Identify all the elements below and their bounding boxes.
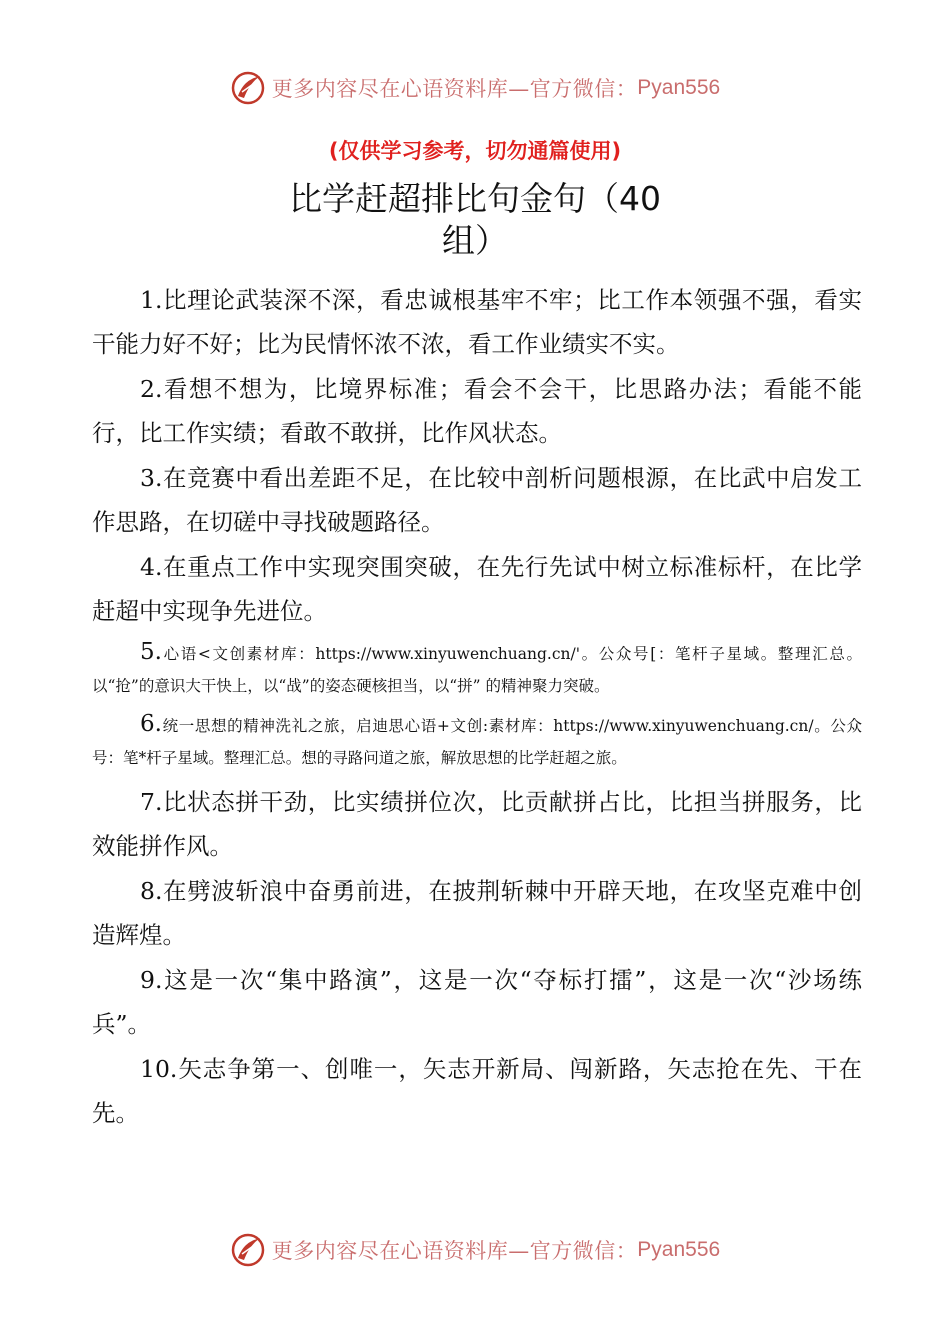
list-item xyxy=(92,1047,862,1135)
item-text: 矢志争第一、创唯一，矢志开新局、闯新路，矢志抢在先、干在先。 xyxy=(92,1055,862,1127)
item-text: 统一思想的精神洗礼之旅，启迪思心语+文创:素材库：https://www.xinyuwenchuang.cn/。公众号：笔*杆子星域。整理汇总。想的寻路问道之旅，解放思想的比学赶超之旅。 xyxy=(92,717,862,767)
item-number: 10. xyxy=(140,1055,178,1083)
item-text: 在劈波斩浪中奋勇前进，在披荆斩棘中开辟天地，在攻坚克难中创造辉煌。 xyxy=(92,877,862,949)
item-number: 6. xyxy=(140,711,162,737)
list-item xyxy=(92,636,862,702)
banner-wechat-id: Pyan556 xyxy=(637,76,721,99)
footer-banner xyxy=(0,1232,950,1268)
list-item xyxy=(92,708,862,774)
list-item xyxy=(92,278,862,366)
list-item xyxy=(92,869,862,957)
item-number: 5. xyxy=(140,639,162,665)
item-text: 看想不想为，比境界标准；看会不会干，比思路办法；看能不能行，比工作实绩；看敢不敢拼，比作风状态。 xyxy=(92,375,862,447)
list-item xyxy=(92,958,862,1046)
logo-icon xyxy=(230,70,266,106)
list-item xyxy=(92,367,862,455)
item-text: 在竞赛中看出差距不足，在比较中剖析问题根源，在比武中启发工作思路，在切磋中寻找破题路径。 xyxy=(92,464,862,536)
usage-notice: (仅供学习参考，切勿通篇使用) xyxy=(328,139,622,163)
item-number: 7. xyxy=(140,788,163,816)
item-text: 这是一次“集中路演”，这是一次“夺标打擂”，这是一次“沙场练兵”。 xyxy=(92,966,862,1038)
item-number: 4. xyxy=(140,553,163,581)
logo-icon xyxy=(230,1232,266,1268)
list-item xyxy=(92,456,862,544)
item-text: 在重点工作中实现突围突破，在先行先试中树立标准标杆，在比学赶超中实现争先进位。 xyxy=(92,553,862,625)
title-line-1: 比学赶超排比句金句（40 xyxy=(289,179,661,218)
list-item xyxy=(92,545,862,633)
item-number: 3. xyxy=(140,464,163,492)
header-banner xyxy=(0,70,950,106)
sentence-list xyxy=(92,278,862,1136)
list-item xyxy=(92,780,862,868)
banner-text: 更多内容尽在心语资料库—官方微信： xyxy=(271,77,638,101)
item-number: 2. xyxy=(140,375,163,403)
banner-text: 更多内容尽在心语资料库—官方微信： xyxy=(271,1239,638,1263)
title-line-2: 组） xyxy=(442,221,508,260)
item-text: 比状态拼干劲，比实绩拼位次，比贡献拼占比，比担当拼服务，比效能拼作风。 xyxy=(92,788,862,860)
item-number: 8. xyxy=(140,877,163,905)
item-number: 1. xyxy=(140,286,163,314)
banner-wechat-id: Pyan556 xyxy=(637,1238,721,1261)
item-text: 比理论武装深不深，看忠诚根基牢不牢；比工作本领强不强，看实干能力好不好；比为民情怀浓不浓，看工作业绩实不实。 xyxy=(92,286,862,358)
item-number: 9. xyxy=(140,966,163,994)
item-text: 心语<文创素材库：https://www.xinyuwenchuang.cn/'。公众号[：笔杆子星域。整理汇总。以“抢”的意识大干快上，以“战”的姿态硬核担当，以“拼” 的精神聚力突破。 xyxy=(92,645,862,695)
page-title xyxy=(0,178,950,262)
